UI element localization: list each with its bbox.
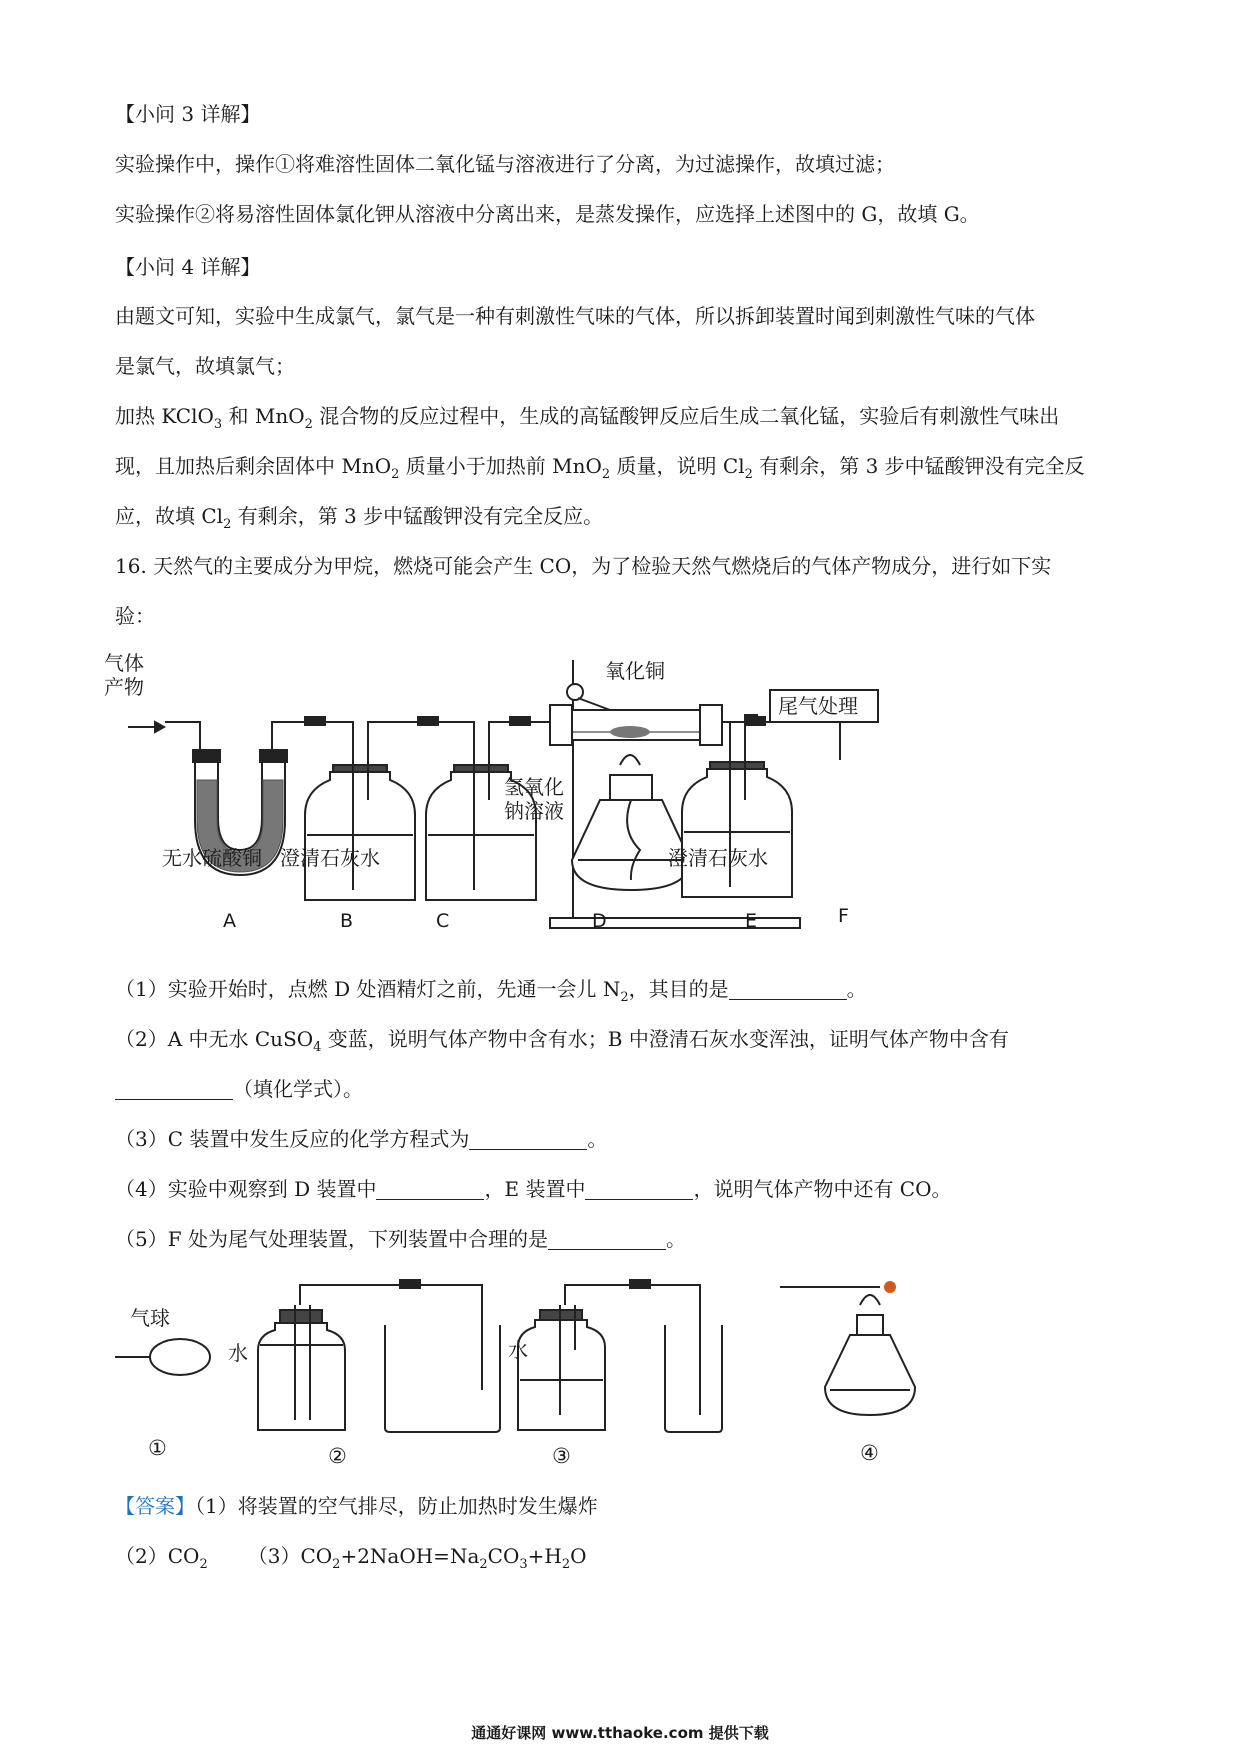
question-2-cont: （填化学式）。 [115, 1075, 363, 1103]
label-tail: 尾气处理 [778, 694, 858, 718]
question-16-cont: 验： [115, 604, 155, 628]
label-a: 无水硫酸铜 [162, 846, 262, 870]
answer-blank [376, 1179, 484, 1200]
tail-gas-options-diagram [100, 1275, 980, 1470]
letter-c: C [436, 910, 450, 932]
question-3: （3）C 装置中发生反应的化学方程式为 。 [115, 1127, 608, 1151]
option-2: ② [328, 1444, 347, 1468]
text-line: 实验操作②将易溶性固体氯化钾从溶液中分离出来，是蒸发操作，应选择上述图中的 G，故填 G。 [115, 202, 980, 226]
answer-blank [548, 1229, 666, 1250]
apparatus-diagram [100, 650, 980, 940]
question-4: （4）实验中观察到 D 装置中 ，E 装置中 ，说明气体产物中还有 CO。 [115, 1177, 952, 1201]
letter-b: B [340, 910, 354, 932]
question-16: 16. 天然气的主要成分为甲烷，燃烧可能会产生 CO，为了检验天然气燃烧后的气体产物成分，进行如下实 [115, 554, 1052, 578]
question-2: （2）A 中无水 CuSO$_4$ 变蓝，说明气体产物中含有水；B 中澄清石灰水变浑浊，证明气体产物中含有 [115, 1027, 1009, 1055]
answer-line-1: 【答案】（1）将装置的空气排尽，防止加热时发生爆炸 [115, 1494, 598, 1518]
answer-blank [729, 979, 847, 1000]
answer-line-2: $(2)CO_2$ $(3)CO_2+2NaOH=Na_2CO_3+H_2O$ [115, 1544, 587, 1572]
label-gas-in: 气体 [104, 651, 144, 675]
text-line: 实验操作中，操作①将难溶性固体二氧化锰与溶液进行了分离，为过滤操作，故填过滤； [115, 152, 895, 176]
letter-a: A [223, 910, 236, 932]
answer-tag: 【答案】 [115, 1494, 195, 1518]
label-e: 澄清石灰水 [668, 846, 768, 870]
option-1: ① [148, 1436, 167, 1460]
option-4: ④ [860, 1441, 879, 1465]
label-naoh-1: 氢氧化 [504, 775, 564, 799]
option-3: ③ [552, 1444, 571, 1468]
answer-blank [115, 1079, 233, 1100]
question-5: （5）F 处为尾气处理装置，下列装置中合理的是 。 [115, 1227, 686, 1251]
letter-d: D [592, 910, 607, 932]
label-naoh-2: 钠溶液 [504, 799, 564, 823]
text-line: 应，故填 $Cl_2$ 有剩余，第 3 步中锰酸钾没有完全反应。 [115, 504, 604, 532]
label-gas-in-2: 产物 [104, 675, 144, 699]
text-line: 是氯气，故填氯气； [115, 354, 295, 378]
letter-f: F [838, 905, 849, 927]
label-water: 水 [228, 1341, 248, 1365]
text-line: 加热 KClO$_3$ 和 MnO$_2$ 混合物的反应过程中，生成的高锰酸钾反应后生成二氧化锰，实验后有刺激性气味出 [115, 404, 1060, 432]
letter-e: E [745, 910, 758, 932]
page-footer: 通通好课网 www.tthaoke.com 提供下载 [471, 1724, 769, 1742]
label-balloon: 气球 [130, 1306, 170, 1330]
section-heading: 【小问 3 详解】 [115, 102, 261, 126]
label-b: 澄清石灰水 [280, 846, 380, 870]
section-heading: 【小问 4 详解】 [115, 255, 261, 279]
label-cuo: 氧化铜 [605, 659, 665, 683]
answer-blank [469, 1129, 587, 1150]
text-line: 现，且加热后剩余固体中 MnO$_2$ 质量小于加热前 MnO$_2$ 质量，说明 $Cl_2$ 有剩余，第 3 步中锰酸钾没有完全反 [115, 454, 1085, 482]
question-1: （1）实验开始时，点燃 D 处酒精灯之前，先通一会儿 $N_2$，其目的是 。 [115, 977, 867, 1005]
text-line: 由题文可知，实验中生成氯气，氯气是一种有刺激性气味的气体，所以拆卸装置时闻到刺激性气味的气体 [115, 304, 1035, 328]
answer-blank [585, 1179, 693, 1200]
label-water: 水 [508, 1338, 528, 1362]
